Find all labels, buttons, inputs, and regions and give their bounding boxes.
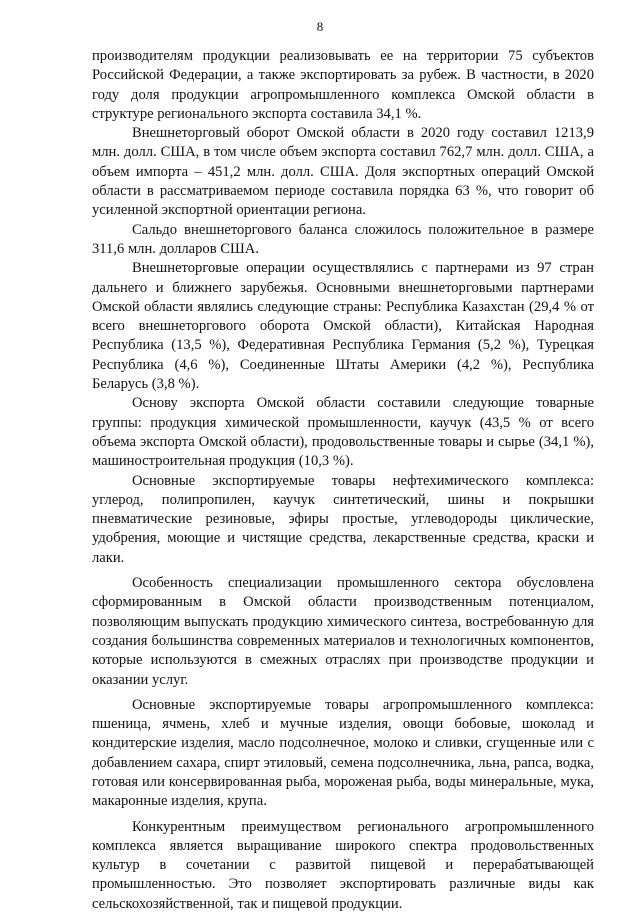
- document-body: [92, 47, 594, 914]
- paragraph-industrial-specialization: Особенность специализации промышленного сектора обусловлена сформированным в Омской области производственным потенциалом, позволяющим выпускать продукцию химического синтеза, востребованную для создания большинства современных материалов и технологичных компонентов, которые используются в смежных отраслях при производстве продукции и оказании услуг.: [92, 575, 594, 688]
- page-number: 8: [316, 19, 324, 34]
- paragraph-export-structure: Основу экспорта Омской области составили следующие товарные группы: продукция химической промышленности, каучук (43,5 % от всего объема экспорта Омской области), продовольственные товары и сырье (34,1 %), машиностроительная продукция (10,3 %).: [92, 395, 594, 470]
- paragraph-export-share: производителям продукции реализовывать ее на территории 75 субъектов Российской Федерации, а также экспортировать за рубеж. В частности, в 2020 году доля продукции агропромышленного комплекса Омской области в структуре регионального экспорта составила 34,1 %.: [92, 48, 594, 122]
- paragraph-trade-partners: Внешнеторговые операции осуществлялись с партнерами из 97 стран дальнего и ближнего зарубежья. Основными внешнеторговыми партнерами Омской области являлись следующие страны: Республика Казахстан (29,4 % от всего внешнеторгового оборота Омской области), Китайская Народная Республика (13,5 %), Федеративная Республика Германия (5,2 %), Турецкая Республика (4,6 %), Соединенные Штаты Америки (4,2 %), Республика Беларусь (3,8 %).: [92, 260, 594, 393]
- paragraph-trade-balance: Сальдо внешнеторгового баланса сложилось положительное в размере 311,6 млн. долларов США.: [92, 221, 594, 257]
- paragraph-competitive-advantage: Конкурентным преимуществом регионального агропромышленного комплекса является выращивание широкого спектра продовольственных культур в сочетании с развитой пищевой и перерабатывающей промышленностью. Это позволяет экспортировать различные виды как сельскохозяйственной, так и пищевой продукции.: [92, 818, 594, 912]
- paragraph-trade-turnover: Внешнеторговый оборот Омской области в 2020 году составил 1213,9 млн. долл. США, в том числе объем экспорта составил 762,7 млн. долл. США, а объем импорта – 451,2 млн. долл. США. Доля экспортных операций Омской области в рассматриваемом периоде составила порядка 63 %, что говорит об усиленной экспортной ориентации региона.: [92, 125, 594, 219]
- paragraph-petrochemical-exports: Основные экспортируемые товары нефтехимического комплекса: углерод, полипропилен, каучук синтетический, шины и покрышки пневматические резиновые, эфиры простые, углеводороды циклические, удобрения, моющие и чистящие средства, лекарственные средства, краски и лаки.: [92, 472, 594, 566]
- paragraph-agro-exports: Основные экспортируемые товары агропромышленного комплекса: пшеница, ячмень, хлеб и мучные изделия, овощи бобовые, шоколад и кондитерские изделия, масло подсолнечное, молоко и сливки, сгущенные или с добавлением сахара, спирт этиловый, семена подсолнечника, льна, рапса, водка, готовая или консервированная рыба, мороженая рыба, воды минеральные, мука, макаронные изделия, крупа.: [92, 696, 594, 810]
